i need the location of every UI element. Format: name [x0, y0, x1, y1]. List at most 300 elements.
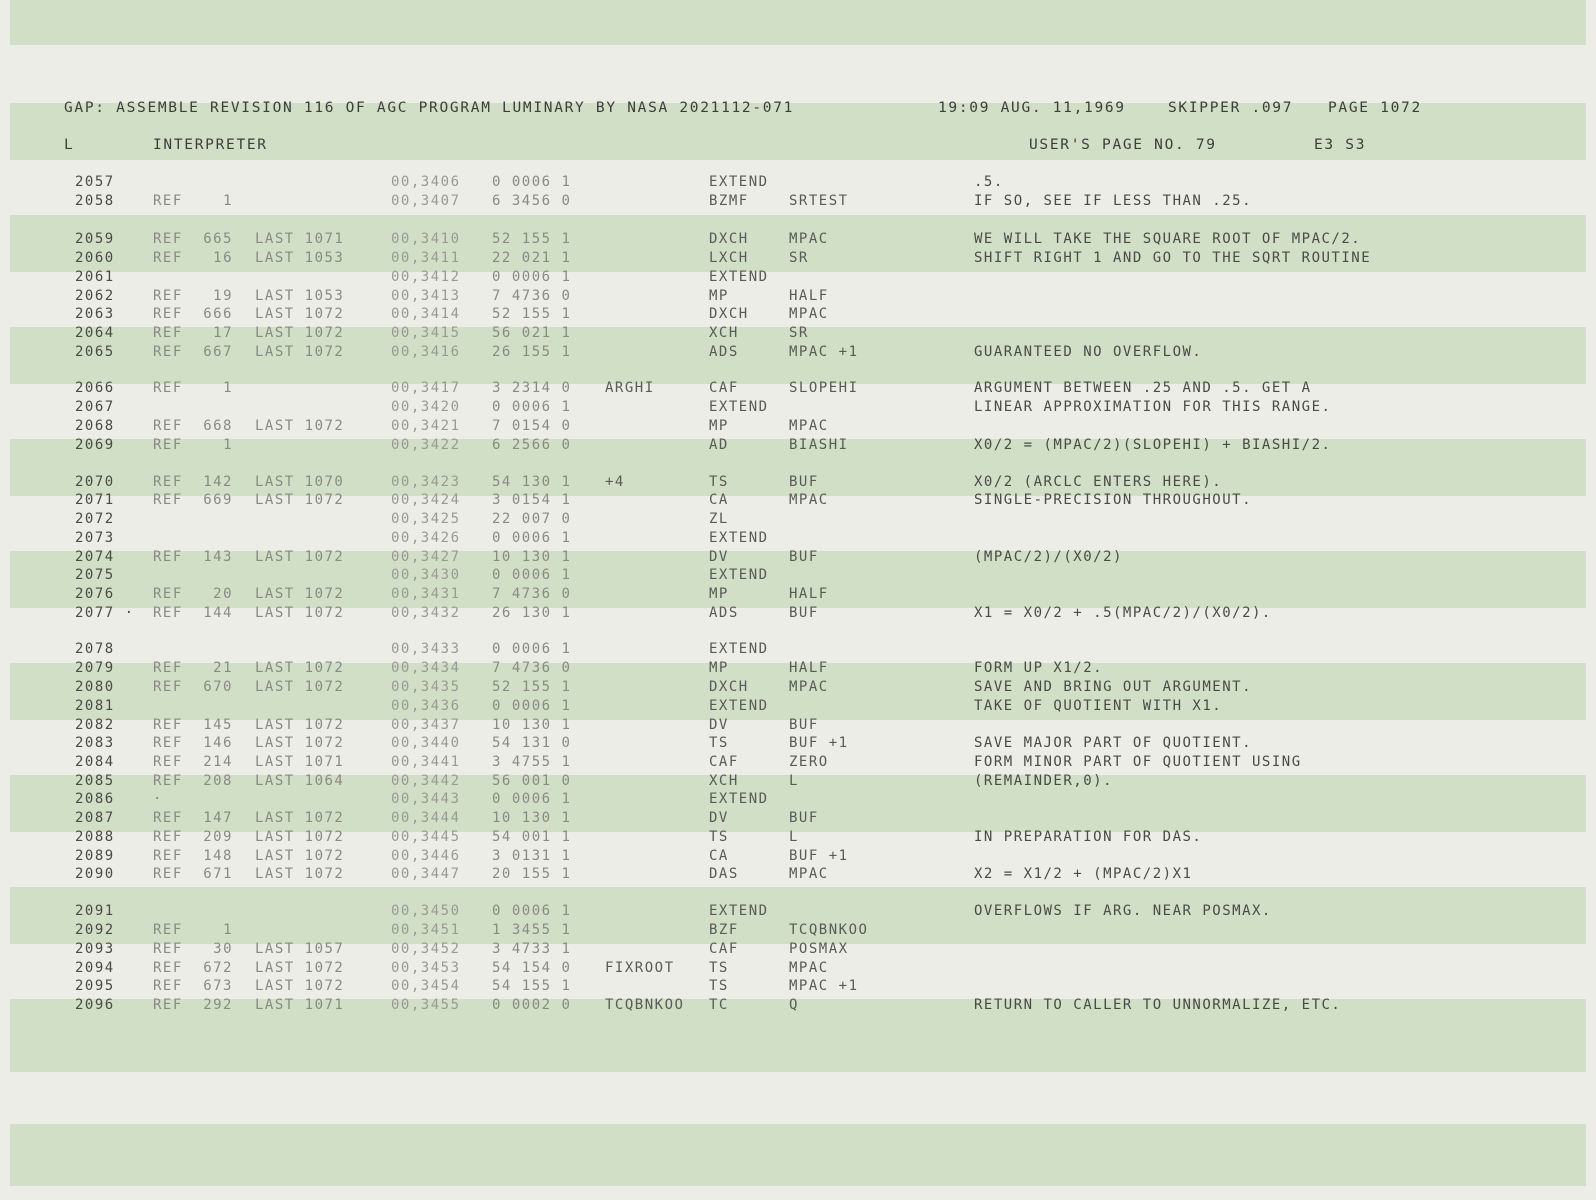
operand: MPAC — [789, 231, 829, 247]
operand: L — [789, 773, 799, 789]
ref-label: REF — [153, 754, 183, 770]
operator-id: SKIPPER .097 — [1168, 100, 1294, 116]
opcode: DXCH — [709, 679, 749, 695]
operand: SR — [789, 250, 809, 266]
line-number: 2095 — [75, 978, 115, 994]
octal-word: 10 130 1 — [492, 810, 572, 826]
ref-count: 292 — [203, 997, 233, 1013]
address: 00,3427 — [391, 549, 461, 565]
octal-word: 7 4736 0 — [492, 586, 572, 602]
comment: TAKE OF QUOTIENT WITH X1. — [974, 698, 1223, 714]
opcode: EXTEND — [709, 903, 769, 919]
octal-word: 7 4736 0 — [492, 660, 572, 676]
address: 00,3453 — [391, 960, 461, 976]
sheet-code: E3 S3 — [1314, 137, 1367, 153]
address: 00,3417 — [391, 380, 461, 396]
octal-word: 3 0131 1 — [492, 848, 572, 864]
ref-count: 672 — [203, 960, 233, 976]
ref-count: 16 — [213, 250, 233, 266]
operand: MPAC — [789, 306, 829, 322]
address: 00,3435 — [391, 679, 461, 695]
ref-label: REF — [153, 960, 183, 976]
last-ref: LAST 1053 — [255, 250, 345, 266]
operand: BUF — [789, 810, 819, 826]
line-number: 2066 — [75, 380, 115, 396]
opcode: DV — [709, 549, 729, 565]
operand: ZERO — [789, 754, 829, 770]
ref-count: 30 — [213, 941, 233, 957]
symbol-label: TCQBNKOO — [605, 997, 685, 1013]
address: 00,3452 — [391, 941, 461, 957]
ref-count: 142 — [203, 474, 233, 490]
comment: (REMAINDER,0). — [974, 773, 1114, 789]
octal-word: 0 0006 1 — [492, 791, 572, 807]
ref-label: REF — [153, 306, 183, 322]
opcode: TC — [709, 997, 729, 1013]
operand: HALF — [789, 660, 829, 676]
listing-row — [0, 380, 1596, 399]
opcode: TS — [709, 735, 729, 751]
operand: SLOPEHI — [789, 380, 859, 396]
octal-word: 54 155 1 — [492, 978, 572, 994]
last-ref: LAST 1072 — [255, 549, 345, 565]
last-ref: LAST 1072 — [255, 866, 345, 882]
last-ref: LAST 1072 — [255, 660, 345, 676]
address: 00,3443 — [391, 791, 461, 807]
last-ref: LAST 1072 — [255, 679, 345, 695]
comment: X1 = X0/2 + .5(MPAC/2)/(X0/2). — [974, 605, 1272, 621]
address: 00,3426 — [391, 530, 461, 546]
line-number: 2078 — [75, 641, 115, 657]
assembly-timestamp: 19:09 AUG. 11,1969 — [938, 100, 1126, 116]
ref-label: REF — [153, 250, 183, 266]
octal-word: 0 0006 1 — [492, 903, 572, 919]
opcode: BZF — [709, 922, 739, 938]
octal-word: 54 130 1 — [492, 474, 572, 490]
address: 00,3440 — [391, 735, 461, 751]
opcode: EXTEND — [709, 791, 769, 807]
opcode: CAF — [709, 941, 739, 957]
operand: MPAC — [789, 866, 829, 882]
listing-row — [0, 735, 1596, 754]
ref-label: REF — [153, 193, 183, 209]
ref-count: 667 — [203, 344, 233, 360]
last-ref: LAST 1072 — [255, 344, 345, 360]
listing-row — [0, 344, 1596, 363]
comment: SHIFT RIGHT 1 AND GO TO THE SQRT ROUTINE — [974, 250, 1372, 266]
ref-count: 146 — [203, 735, 233, 751]
octal-word: 0 0006 1 — [492, 269, 572, 285]
last-ref: LAST 1072 — [255, 586, 345, 602]
address: 00,3450 — [391, 903, 461, 919]
listing-row — [0, 549, 1596, 568]
last-ref: LAST 1064 — [255, 773, 345, 789]
octal-word: 52 155 1 — [492, 679, 572, 695]
octal-word: 26 155 1 — [492, 344, 572, 360]
ref-label: REF — [153, 586, 183, 602]
ref-count: 670 — [203, 679, 233, 695]
opcode: MP — [709, 418, 729, 434]
last-ref: LAST 1072 — [255, 960, 345, 976]
operand: BUF — [789, 474, 819, 490]
line-number: 2068 — [75, 418, 115, 434]
line-number: 2077 · — [75, 605, 135, 621]
listing-row — [0, 866, 1596, 885]
last-ref: LAST 1072 — [255, 325, 345, 341]
ref-label: REF — [153, 866, 183, 882]
ref-count: 1 — [223, 922, 233, 938]
last-ref: LAST 1071 — [255, 754, 345, 770]
comment: FORM MINOR PART OF QUOTIENT USING — [974, 754, 1302, 770]
operand: MPAC — [789, 492, 829, 508]
last-ref: LAST 1072 — [255, 306, 345, 322]
octal-word: 10 130 1 — [492, 717, 572, 733]
listing-row — [0, 174, 1596, 193]
ref-label: REF — [153, 922, 183, 938]
last-ref: LAST 1072 — [255, 810, 345, 826]
octal-word: 7 0154 0 — [492, 418, 572, 434]
opcode: EXTEND — [709, 399, 769, 415]
ref-label: REF — [153, 549, 183, 565]
ref-count: 668 — [203, 418, 233, 434]
address: 00,3422 — [391, 437, 461, 453]
ref-count: 673 — [203, 978, 233, 994]
operand: MPAC +1 — [789, 344, 859, 360]
listing-row — [0, 997, 1596, 1016]
octal-word: 3 0154 1 — [492, 492, 572, 508]
last-ref: LAST 1057 — [255, 941, 345, 957]
comment: FORM UP X1/2. — [974, 660, 1104, 676]
octal-word: 22 021 1 — [492, 250, 572, 266]
operand: HALF — [789, 288, 829, 304]
line-number: 2079 — [75, 660, 115, 676]
octal-word: 54 154 0 — [492, 960, 572, 976]
line-number: 2087 — [75, 810, 115, 826]
address: 00,3445 — [391, 829, 461, 845]
listing-row — [0, 399, 1596, 418]
ref-count: 214 — [203, 754, 233, 770]
opcode: EXTEND — [709, 698, 769, 714]
listing-row — [0, 773, 1596, 792]
ref-label: REF — [153, 660, 183, 676]
octal-word: 0 0006 1 — [492, 698, 572, 714]
octal-word: 0 0006 1 — [492, 641, 572, 657]
line-number: 2086 — [75, 791, 115, 807]
assembly-title: GAP: ASSEMBLE REVISION 116 OF AGC PROGRAM LUMINARY BY NASA 2021112-071 — [64, 100, 795, 116]
address: 00,3414 — [391, 306, 461, 322]
address: 00,3423 — [391, 474, 461, 490]
ref-count: 148 — [203, 848, 233, 864]
symbol-label: ARGHI — [605, 380, 655, 396]
line-number: 2057 — [75, 174, 115, 190]
line-number: 2063 — [75, 306, 115, 322]
opcode: EXTEND — [709, 641, 769, 657]
opcode: DV — [709, 717, 729, 733]
octal-word: 52 155 1 — [492, 306, 572, 322]
comment: OVERFLOWS IF ARG. NEAR POSMAX. — [974, 903, 1272, 919]
comment: SAVE MAJOR PART OF QUOTIENT. — [974, 735, 1253, 751]
page-number: PAGE 1072 — [1328, 100, 1422, 116]
listing-row — [0, 567, 1596, 586]
listing-row — [0, 941, 1596, 960]
address: 00,3410 — [391, 231, 461, 247]
line-number: 2059 — [75, 231, 115, 247]
line-number: 2071 — [75, 492, 115, 508]
listing-row — [0, 960, 1596, 979]
comment: RETURN TO CALLER TO UNNORMALIZE, ETC. — [974, 997, 1342, 1013]
address: 00,3432 — [391, 605, 461, 621]
ref-label: REF — [153, 418, 183, 434]
opcode: EXTEND — [709, 530, 769, 546]
log-id: L — [64, 137, 75, 153]
ref-count: 143 — [203, 549, 233, 565]
opcode: DXCH — [709, 231, 749, 247]
opcode: CA — [709, 492, 729, 508]
address: 00,3447 — [391, 866, 461, 882]
comment: .5. — [974, 174, 1004, 190]
opcode: DV — [709, 810, 729, 826]
listing-row — [0, 829, 1596, 848]
line-number: 2093 — [75, 941, 115, 957]
line-number: 2096 — [75, 997, 115, 1013]
listing-row — [0, 418, 1596, 437]
operand: BIASHI — [789, 437, 849, 453]
ref-count: 671 — [203, 866, 233, 882]
listing-row — [0, 193, 1596, 212]
comment: GUARANTEED NO OVERFLOW. — [974, 344, 1203, 360]
symbol-label: +4 — [605, 474, 625, 490]
ref-count: 1 — [223, 380, 233, 396]
line-number: 2081 — [75, 698, 115, 714]
address: 00,3430 — [391, 567, 461, 583]
ref-label: REF — [153, 380, 183, 396]
address: 00,3451 — [391, 922, 461, 938]
line-number: 2074 — [75, 549, 115, 565]
opcode: TS — [709, 829, 729, 845]
listing-row — [0, 717, 1596, 736]
opcode: LXCH — [709, 250, 749, 266]
ref-label: REF — [153, 344, 183, 360]
ref-label: REF — [153, 492, 183, 508]
address: 00,3442 — [391, 773, 461, 789]
octal-word: 3 4733 1 — [492, 941, 572, 957]
line-number: 2080 — [75, 679, 115, 695]
ref-label: REF — [153, 978, 183, 994]
listing-row — [0, 437, 1596, 456]
operand: BUF — [789, 717, 819, 733]
opcode: XCH — [709, 325, 739, 341]
ref-count: 669 — [203, 492, 233, 508]
line-number: 2091 — [75, 903, 115, 919]
opcode: ADS — [709, 605, 739, 621]
opcode: EXTEND — [709, 174, 769, 190]
ref-label: REF — [153, 717, 183, 733]
comment: X2 = X1/2 + (MPAC/2)X1 — [974, 866, 1193, 882]
ref-label: REF — [153, 997, 183, 1013]
operand: POSMAX — [789, 941, 849, 957]
octal-word: 54 001 1 — [492, 829, 572, 845]
operand: L — [789, 829, 799, 845]
last-ref: LAST 1072 — [255, 717, 345, 733]
octal-word: 0 0006 1 — [492, 567, 572, 583]
listing-row — [0, 586, 1596, 605]
line-number: 2076 — [75, 586, 115, 602]
comment: SAVE AND BRING OUT ARGUMENT. — [974, 679, 1253, 695]
opcode: TS — [709, 474, 729, 490]
line-number: 2090 — [75, 866, 115, 882]
opcode: ZL — [709, 511, 729, 527]
address: 00,3433 — [391, 641, 461, 657]
address: 00,3444 — [391, 810, 461, 826]
listing-row — [0, 698, 1596, 717]
line-number: 2060 — [75, 250, 115, 266]
ref-count: 145 — [203, 717, 233, 733]
opcode: MP — [709, 660, 729, 676]
comment: IF SO, SEE IF LESS THAN .25. — [974, 193, 1253, 209]
ref-label: REF — [153, 231, 183, 247]
comment: LINEAR APPROXIMATION FOR THIS RANGE. — [974, 399, 1332, 415]
opcode: MP — [709, 288, 729, 304]
listing-row — [0, 903, 1596, 922]
ref-count: 208 — [203, 773, 233, 789]
line-number: 2072 — [75, 511, 115, 527]
address: 00,3436 — [391, 698, 461, 714]
operand: BUF +1 — [789, 735, 849, 751]
listing-row — [0, 605, 1596, 624]
comment: SINGLE-PRECISION THROUGHOUT. — [974, 492, 1253, 508]
line-number: 2058 — [75, 193, 115, 209]
comment: IN PREPARATION FOR DAS. — [974, 829, 1203, 845]
operand: SRTEST — [789, 193, 849, 209]
line-number: 2073 — [75, 530, 115, 546]
line-number: 2085 — [75, 773, 115, 789]
opcode: CAF — [709, 380, 739, 396]
octal-word: 0 0006 1 — [492, 399, 572, 415]
octal-word: 26 130 1 — [492, 605, 572, 621]
octal-word: 0 0002 0 — [492, 997, 572, 1013]
operand: TCQBNKOO — [789, 922, 869, 938]
octal-word: 20 155 1 — [492, 866, 572, 882]
listing-row — [0, 848, 1596, 867]
octal-word: 7 4736 0 — [492, 288, 572, 304]
listing-row — [0, 325, 1596, 344]
operand: BUF — [789, 549, 819, 565]
ref-label: REF — [153, 605, 183, 621]
listing-row — [0, 306, 1596, 325]
ref-count: 1 — [223, 193, 233, 209]
line-number: 2092 — [75, 922, 115, 938]
ref-label: REF — [153, 735, 183, 751]
comment: X0/2 (ARCLC ENTERS HERE). — [974, 474, 1223, 490]
ref-label: REF — [153, 474, 183, 490]
comment: (MPAC/2)/(X0/2) — [974, 549, 1123, 565]
line-number: 2067 — [75, 399, 115, 415]
listing-row — [0, 679, 1596, 698]
listing-row — [0, 922, 1596, 941]
listing-row — [0, 492, 1596, 511]
ref-count: 666 — [203, 306, 233, 322]
last-ref: LAST 1071 — [255, 231, 345, 247]
ref-count: 21 — [213, 660, 233, 676]
listing-row — [0, 810, 1596, 829]
ref-label: REF — [153, 810, 183, 826]
ref-label: · — [153, 791, 163, 807]
ref-label: REF — [153, 941, 183, 957]
operand: MPAC +1 — [789, 978, 859, 994]
line-number: 2070 — [75, 474, 115, 490]
octal-word: 1 3455 1 — [492, 922, 572, 938]
opcode: DAS — [709, 866, 739, 882]
opcode: MP — [709, 586, 729, 602]
line-number: 2094 — [75, 960, 115, 976]
users-page-number: USER'S PAGE NO. 79 — [1029, 137, 1217, 153]
operand: BUF +1 — [789, 848, 849, 864]
last-ref: LAST 1072 — [255, 848, 345, 864]
octal-word: 56 001 0 — [492, 773, 572, 789]
ref-count: 20 — [213, 586, 233, 602]
octal-word: 0 0006 1 — [492, 174, 572, 190]
last-ref: LAST 1072 — [255, 735, 345, 751]
listing-row — [0, 530, 1596, 549]
ref-count: 17 — [213, 325, 233, 341]
opcode: XCH — [709, 773, 739, 789]
address: 00,3425 — [391, 511, 461, 527]
line-number: 2089 — [75, 848, 115, 864]
address: 00,3454 — [391, 978, 461, 994]
listing-row — [0, 660, 1596, 679]
address: 00,3406 — [391, 174, 461, 190]
octal-word: 6 3456 0 — [492, 193, 572, 209]
last-ref: LAST 1072 — [255, 605, 345, 621]
line-number: 2062 — [75, 288, 115, 304]
octal-word: 56 021 1 — [492, 325, 572, 341]
listing-row — [0, 269, 1596, 288]
opcode: TS — [709, 978, 729, 994]
listing-row — [0, 288, 1596, 307]
opcode: EXTEND — [709, 567, 769, 583]
listing-row — [0, 754, 1596, 773]
listing-row — [0, 474, 1596, 493]
opcode: CA — [709, 848, 729, 864]
opcode: ADS — [709, 344, 739, 360]
last-ref: LAST 1072 — [255, 418, 345, 434]
address: 00,3415 — [391, 325, 461, 341]
listing-row — [0, 511, 1596, 530]
address: 00,3431 — [391, 586, 461, 602]
listing-row — [0, 250, 1596, 269]
ref-label: REF — [153, 829, 183, 845]
address: 00,3437 — [391, 717, 461, 733]
listing-row — [0, 641, 1596, 660]
ref-label: REF — [153, 288, 183, 304]
address: 00,3416 — [391, 344, 461, 360]
ref-label: REF — [153, 679, 183, 695]
last-ref: LAST 1053 — [255, 288, 345, 304]
address: 00,3434 — [391, 660, 461, 676]
ref-count: 209 — [203, 829, 233, 845]
operand: Q — [789, 997, 799, 1013]
octal-word: 3 4755 1 — [492, 754, 572, 770]
octal-word: 10 130 1 — [492, 549, 572, 565]
opcode: TS — [709, 960, 729, 976]
address: 00,3455 — [391, 997, 461, 1013]
operand: SR — [789, 325, 809, 341]
address: 00,3407 — [391, 193, 461, 209]
listing-row — [0, 978, 1596, 997]
operand: MPAC — [789, 418, 829, 434]
section-title: INTERPRETER — [153, 137, 268, 153]
ref-count: 1 — [223, 437, 233, 453]
